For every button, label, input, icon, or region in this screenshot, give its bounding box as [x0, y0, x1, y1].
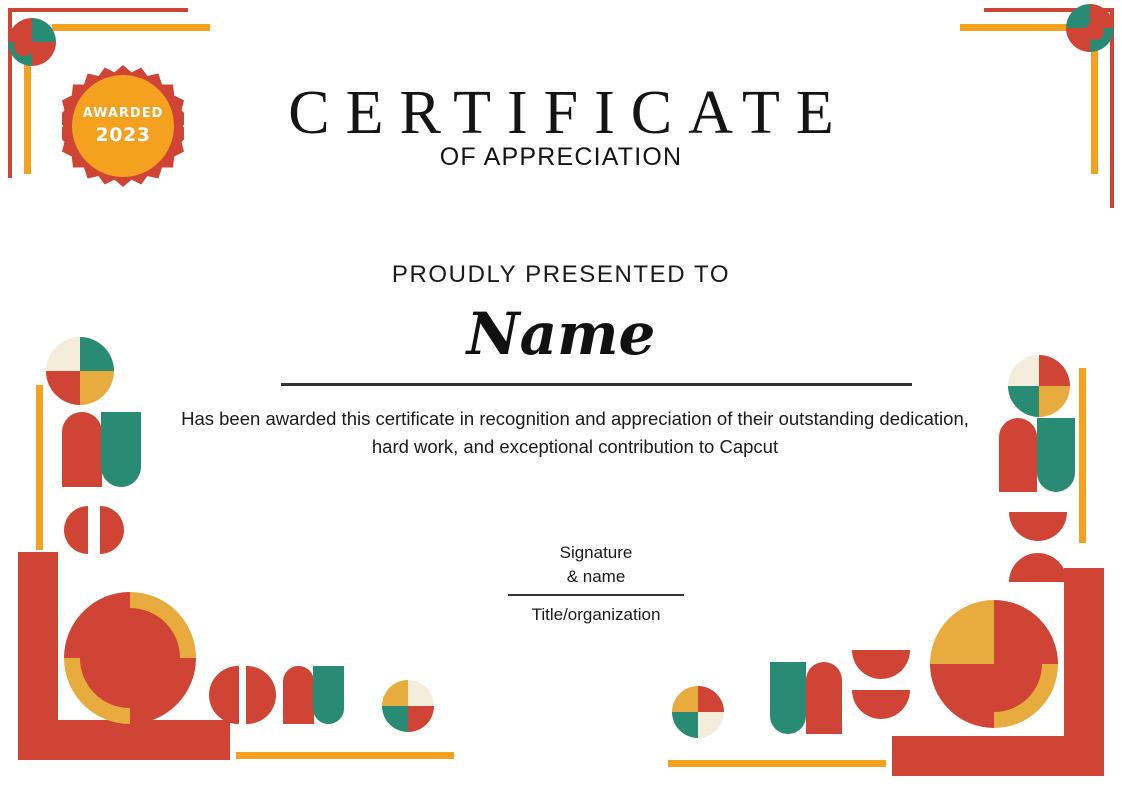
decor-leaf	[313, 666, 344, 724]
decor-bar	[8, 8, 188, 12]
decor-bar	[236, 752, 454, 759]
signature-divider	[508, 594, 684, 596]
decor-leaf	[62, 412, 102, 487]
signature-title-label: Title/organization	[531, 604, 661, 624]
decor-dot	[1086, 22, 1104, 40]
decor-bar	[1079, 368, 1086, 543]
decor-leaf	[101, 412, 141, 487]
body-text: Has been awarded this certificate in recognition and appreciation of their outstanding dedication, hard work, and exceptional contribution to Capcut	[181, 408, 969, 457]
name-divider	[281, 383, 912, 386]
decor-bar	[36, 385, 43, 550]
decor-leaf	[999, 418, 1037, 492]
decor-half-circle	[209, 666, 239, 724]
decor-block	[18, 720, 230, 760]
decor-leaf	[1037, 418, 1075, 492]
pinwheel-icon	[672, 686, 724, 738]
decor-half-circle	[1009, 512, 1067, 541]
decor-half-circle	[246, 666, 276, 724]
decor-half-circle	[852, 650, 910, 679]
signature-block	[461, 541, 731, 625]
recipient-name: Name	[466, 300, 656, 368]
decor-bar	[668, 760, 886, 767]
signature-label-line1: Signature	[559, 543, 633, 562]
decor-bar	[960, 24, 1070, 31]
badge-year-label: 2023	[95, 124, 151, 146]
presented-to-label: PROUDLY PRESENTED TO	[391, 261, 731, 288]
decor-half-circle	[100, 506, 124, 554]
decor-wheel	[930, 600, 1058, 728]
decor-half-circle	[1009, 553, 1067, 582]
decor-wheel	[64, 592, 196, 724]
decor-dot	[14, 36, 34, 56]
decor-block	[892, 736, 1104, 776]
decor-half-circle	[852, 690, 910, 719]
decor-half-circle	[64, 506, 88, 554]
page-subtitle: OF APPRECIATION	[439, 143, 683, 171]
pinwheel-icon	[46, 337, 114, 405]
decor-leaf	[806, 662, 842, 734]
pinwheel-icon	[382, 680, 434, 732]
page-title: CERTIFICATE	[288, 79, 850, 147]
badge-awarded-label: AWARDED	[82, 106, 164, 121]
decor-leaf	[770, 662, 806, 734]
decor-leaf	[283, 666, 314, 724]
decor-bar	[52, 24, 210, 31]
signature-label-line2: & name	[566, 567, 626, 586]
pinwheel-icon	[1008, 355, 1070, 417]
